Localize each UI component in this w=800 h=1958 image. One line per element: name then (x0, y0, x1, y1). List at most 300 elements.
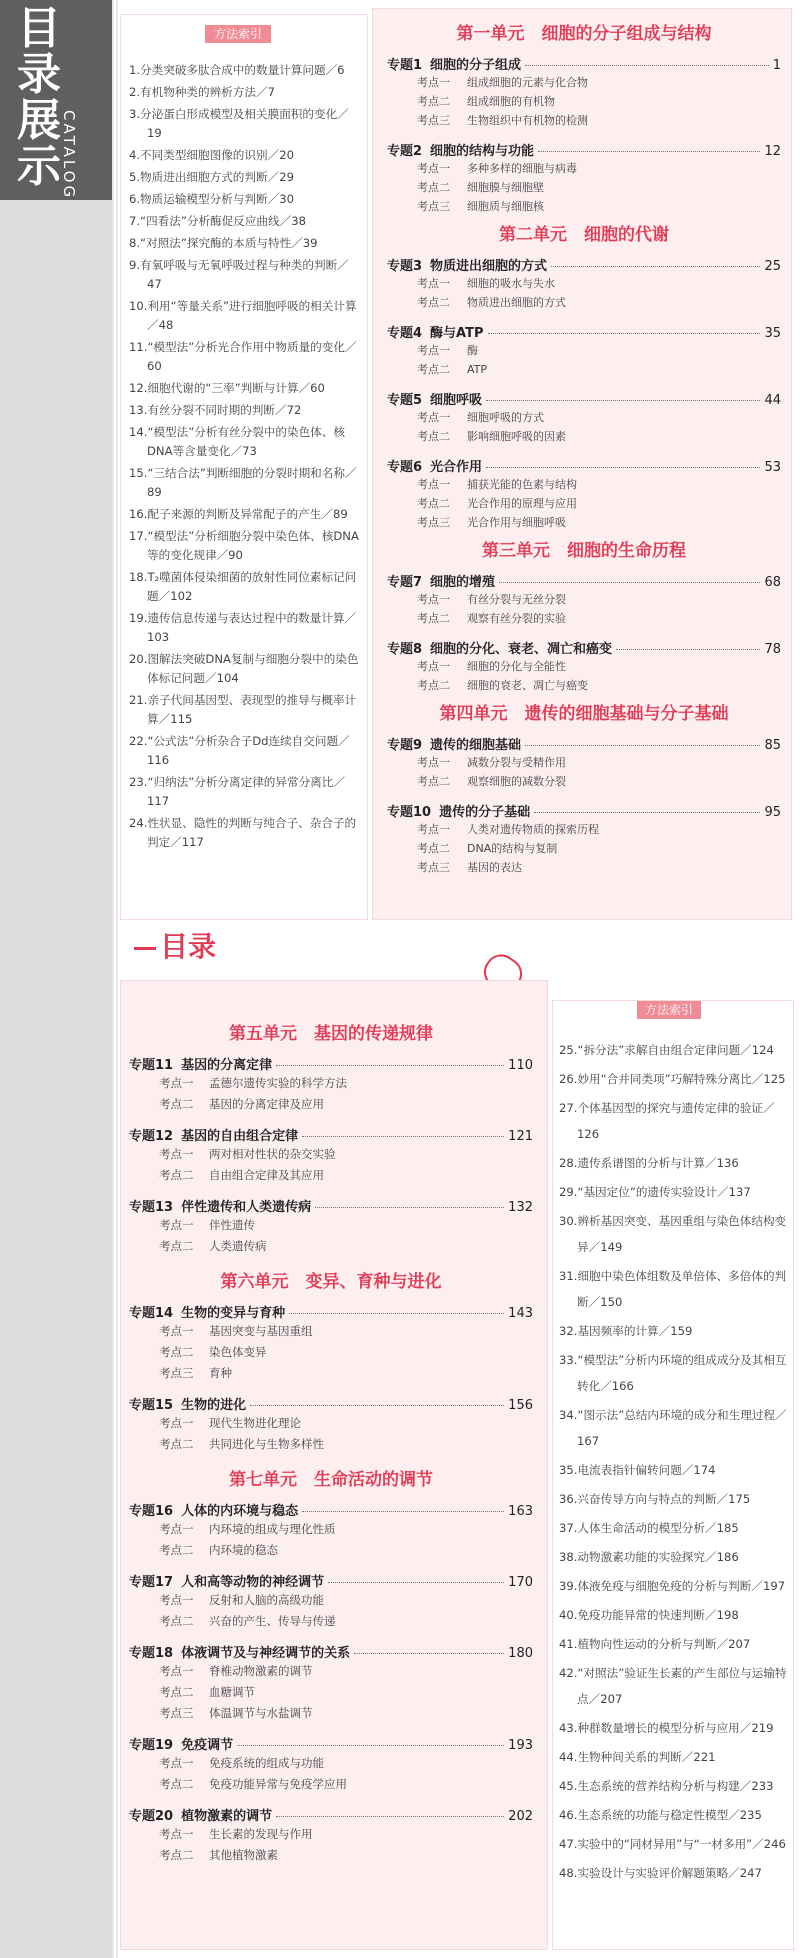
point-row (129, 1342, 533, 1363)
method-index-item: 19.遗传信息传递与表达过程中的数量计算／103 (129, 611, 357, 644)
method-index-item: 5.物质进出细胞方式的判断／29 (129, 170, 294, 184)
point-row (129, 1753, 533, 1774)
topic-number: 专题1 (387, 58, 423, 73)
point-row (387, 427, 781, 446)
method-index-item: 36.兴奋传导方向与特点的判断／175 (559, 1492, 751, 1506)
point-number: 考点二 (417, 363, 450, 376)
topic-row (387, 456, 781, 475)
catalog-banner-char: 展 (17, 95, 61, 146)
topic-page: 156 (508, 1398, 533, 1413)
point-text: 现代生物进化理论 (209, 1416, 301, 1430)
method-index-item: 1.分类突破多肽合成中的数量计算问题／6 (129, 63, 345, 77)
topic-title: 物质进出细胞的方式 (430, 259, 548, 274)
point-row (387, 772, 781, 791)
topic-number: 专题4 (387, 326, 423, 341)
topic-title: 细胞的增殖 (430, 575, 496, 590)
point-text: 自由组合定律及其应用 (209, 1168, 324, 1182)
point-row (129, 1590, 533, 1611)
method-index-item: 45.生态系统的营养结构分析与构建／233 (559, 1779, 774, 1793)
topic-row (129, 1054, 533, 1073)
point-row (129, 1540, 533, 1561)
point-number: 考点二 (417, 842, 450, 855)
topic-number: 专题19 (129, 1738, 174, 1753)
topic-title: 遗传的细胞基础 (430, 738, 522, 753)
point-text: 物质进出细胞的方式 (467, 296, 566, 309)
point-text: 生物组织中有机物的检测 (467, 114, 588, 127)
point-row (129, 1611, 533, 1632)
topic-number: 专题7 (387, 575, 423, 590)
topic-title: 生物的进化 (181, 1398, 247, 1413)
point-row (387, 753, 781, 772)
point-row (129, 1703, 533, 1724)
point-row (387, 657, 781, 676)
topic-leader-dots (354, 1653, 504, 1654)
catalog-banner-char: 录 (17, 49, 61, 100)
topic-title: 人体的内环境与稳态 (181, 1504, 299, 1519)
point-row (387, 197, 781, 216)
point-text: 观察细胞的减数分裂 (467, 775, 566, 788)
point-text: 多种多样的细胞与病毒 (467, 162, 577, 175)
unit-title: 第六单元 变异、育种与进化 (220, 1272, 442, 1292)
topic-leader-dots (302, 1511, 504, 1512)
point-number: 考点一 (417, 823, 450, 836)
point-number: 考点三 (417, 200, 450, 213)
point-text: 细胞呼吸的方式 (467, 411, 544, 424)
method-index-tag: 方法索引 (205, 25, 271, 43)
method-index-item: 25.“拆分法”求解自由组合定律问题／124 (559, 1043, 774, 1057)
point-row (129, 1519, 533, 1540)
topic-page: 25 (764, 259, 781, 274)
topic-row (129, 1642, 533, 1661)
method-index-item: 15.“三结合法”判断细胞的分裂时期和名称／89 (129, 466, 357, 499)
topic-row (129, 1302, 533, 1321)
topic-leader-dots (616, 649, 760, 650)
point-row (387, 858, 781, 877)
point-text: 共同进化与生物多样性 (209, 1437, 324, 1451)
point-text: 反射和人脑的高级功能 (209, 1593, 324, 1607)
topic-page: 170 (508, 1575, 533, 1590)
topic-row (387, 734, 781, 753)
method-index-item: 47.实验中的“同材异用”与“一材多用”／246 (559, 1837, 786, 1851)
point-text: 细胞的吸水与失水 (467, 277, 555, 290)
bottom-contents-list (129, 1009, 533, 1866)
topic-page: 68 (764, 575, 781, 590)
point-number: 考点二 (159, 1614, 194, 1628)
point-number: 考点三 (417, 114, 450, 127)
point-text: 兴奋的产生、传导与传递 (209, 1614, 336, 1628)
topic-leader-dots (525, 65, 769, 66)
point-text: 光合作用的原理与应用 (467, 497, 577, 510)
topic-page: 193 (508, 1738, 533, 1753)
method-index-item: 27.个体基因型的探究与遗传定律的验证／126 (559, 1101, 775, 1141)
topic-title: 免疫调节 (181, 1738, 234, 1753)
point-number: 考点二 (417, 679, 450, 692)
unit-title: 第一单元 细胞的分子组成与结构 (456, 24, 712, 44)
point-number: 考点一 (159, 1593, 194, 1607)
point-text: 有丝分裂与无丝分裂 (467, 593, 566, 606)
point-number: 考点二 (417, 497, 450, 510)
method-index-item: 2.有机物种类的辨析方法／7 (129, 85, 275, 99)
catalog-banner-char: 示 (17, 141, 61, 192)
point-text: 捕获光能的色素与结构 (467, 478, 577, 491)
unit-title: 第二单元 细胞的代谢 (499, 225, 669, 245)
point-text: 组成细胞的有机物 (467, 95, 555, 108)
point-row (129, 1845, 533, 1866)
point-row (129, 1434, 533, 1455)
point-number: 考点二 (417, 612, 450, 625)
method-index-item: 17.“模型法”分析细胞分裂中染色体、核DNA等的变化规律／90 (129, 529, 359, 562)
method-index-item: 28.遗传系谱图的分析与计算／136 (559, 1156, 739, 1170)
unit-title: 第七单元 生命活动的调节 (229, 1470, 433, 1490)
point-row (129, 1661, 533, 1682)
topic-leader-dots (302, 1136, 504, 1137)
topic-page: 35 (764, 326, 781, 341)
point-row (129, 1094, 533, 1115)
method-index-item: 40.免疫功能异常的快速判断／198 (559, 1608, 739, 1622)
topic-title: 光合作用 (430, 460, 483, 475)
point-text: 内环境的组成与理化性质 (209, 1522, 336, 1536)
topic-page: 1 (772, 58, 781, 73)
method-index-item: 44.生物种间关系的判断／221 (559, 1750, 716, 1764)
method-index-item: 30.辨析基因突变、基因重组与染色体结构变异／149 (559, 1214, 787, 1254)
point-text: 免疫系统的组成与功能 (209, 1756, 324, 1770)
topic-page: 95 (764, 805, 781, 820)
point-text: 体温调节与水盐调节 (209, 1706, 313, 1720)
topic-leader-dots (315, 1207, 504, 1208)
point-text: 细胞质与细胞核 (467, 200, 544, 213)
point-number: 考点二 (417, 296, 450, 309)
point-row (387, 820, 781, 839)
point-text: 人类遗传病 (209, 1239, 267, 1253)
point-text: 基因突变与基因重组 (209, 1324, 313, 1338)
point-number: 考点一 (159, 1416, 194, 1430)
point-row (387, 494, 781, 513)
method-index-item: 9.有氧呼吸与无氧呼吸过程与种类的判断／47 (129, 258, 349, 291)
method-index-list (559, 1037, 789, 1889)
topic-leader-dots (486, 467, 760, 468)
point-text: 孟德尔遗传实验的科学方法 (209, 1076, 347, 1090)
topic-page: 12 (764, 144, 781, 159)
point-number: 考点三 (159, 1366, 194, 1380)
method-index-item: 6.物质运输模型分析与判断／30 (129, 192, 294, 206)
point-text: 两对相对性状的杂交实验 (209, 1147, 336, 1161)
point-number: 考点二 (159, 1097, 194, 1111)
method-index-list (129, 61, 361, 855)
point-number: 考点一 (159, 1664, 194, 1678)
topic-number: 专题6 (387, 460, 423, 475)
point-row (129, 1363, 533, 1384)
method-index-item: 12.细胞代谢的“三率”判断与计算／60 (129, 381, 325, 395)
point-number: 考点二 (159, 1543, 194, 1557)
method-index-item: 23.“归纳法”分析分离定律的异常分离比／117 (129, 775, 345, 808)
point-row (387, 274, 781, 293)
method-index-item: 13.有丝分裂不同时期的判断／72 (129, 403, 302, 417)
method-index-item: 16.配子来源的判断及异常配子的产生／89 (129, 507, 348, 521)
method-index-item: 32.基因频率的计算／159 (559, 1324, 693, 1338)
point-number: 考点一 (417, 277, 450, 290)
topic-number: 专题8 (387, 642, 423, 657)
point-row (387, 475, 781, 494)
topic-row (129, 1394, 533, 1413)
point-row (129, 1215, 533, 1236)
point-text: 细胞膜与细胞壁 (467, 181, 544, 194)
topic-title: 细胞的分子组成 (430, 58, 522, 73)
point-text: 伴性遗传 (209, 1218, 255, 1232)
topic-number: 专题20 (129, 1809, 174, 1824)
point-text: 组成细胞的元素与化合物 (467, 76, 588, 89)
topic-row (129, 1500, 533, 1519)
topic-page: 53 (764, 460, 781, 475)
point-text: 酶 (467, 344, 478, 357)
topic-number: 专题2 (387, 144, 423, 159)
topic-leader-dots (488, 333, 761, 334)
topic-page: 44 (764, 393, 781, 408)
method-index-item: 22.“公式法”分析杂合子Dd连续自交问题／116 (129, 734, 350, 767)
method-index-item: 18.T₂噬菌体侵染细菌的放射性同位素标记问题／102 (129, 570, 357, 603)
point-number: 考点二 (159, 1777, 194, 1791)
topic-row (129, 1571, 533, 1590)
topic-row (387, 54, 781, 73)
point-row (387, 92, 781, 111)
point-number: 考点一 (417, 593, 450, 606)
bottom-method-index-panel (552, 1000, 794, 1950)
point-number: 考点一 (417, 478, 450, 491)
point-text: 染色体变异 (209, 1345, 267, 1359)
topic-row (129, 1805, 533, 1824)
point-number: 考点一 (159, 1827, 194, 1841)
topic-row (387, 255, 781, 274)
topic-row (129, 1196, 533, 1215)
point-row (387, 513, 781, 532)
method-index-item: 3.分泌蛋白形成模型及相关膜面积的变化／19 (129, 107, 349, 140)
point-text: 人类对遗传物质的探索历程 (467, 823, 599, 836)
method-index-item: 31.细胞中染色体组数及单倍体、多倍体的判断／150 (559, 1269, 787, 1309)
topic-number: 专题17 (129, 1575, 174, 1590)
point-number: 考点一 (417, 660, 450, 673)
topic-page: 180 (508, 1646, 533, 1661)
topic-title: 细胞的结构与功能 (430, 144, 535, 159)
method-index-item: 11.“模型法”分析光合作用中物质量的变化／60 (129, 340, 357, 373)
point-number: 考点三 (159, 1706, 194, 1720)
point-number: 考点二 (417, 95, 450, 108)
point-row (129, 1321, 533, 1342)
topic-page: 132 (508, 1200, 533, 1215)
point-row (129, 1144, 533, 1165)
point-number: 考点二 (417, 775, 450, 788)
topic-page: 85 (764, 738, 781, 753)
point-row (129, 1073, 533, 1094)
point-row (129, 1682, 533, 1703)
point-number: 考点三 (417, 516, 450, 529)
topic-page: 110 (508, 1058, 533, 1073)
point-number: 考点二 (159, 1685, 194, 1699)
point-number: 考点一 (417, 76, 450, 89)
method-index-item: 38.动物激素功能的实验探究／186 (559, 1550, 739, 1564)
method-index-item: 46.生态系统的功能与稳定性模型／235 (559, 1808, 762, 1822)
topic-number: 专题9 (387, 738, 423, 753)
point-row (129, 1774, 533, 1795)
top-contents-panel (372, 8, 792, 920)
topic-row (387, 389, 781, 408)
point-row (387, 293, 781, 312)
point-text: 其他植物激素 (209, 1848, 278, 1862)
point-text: 影响细胞呼吸的因素 (467, 430, 566, 443)
topic-title: 酶与ATP (430, 326, 484, 341)
method-index-item: 20.图解法突破DNA复制与细胞分裂中的染色体标记问题／104 (129, 652, 359, 685)
unit-title: 第三单元 细胞的生命历程 (482, 541, 686, 561)
topic-title: 体液调节及与神经调节的关系 (181, 1646, 351, 1661)
point-text: 减数分裂与受精作用 (467, 756, 566, 769)
point-number: 考点一 (159, 1324, 194, 1338)
method-index-item: 43.种群数量增长的模型分析与应用／219 (559, 1721, 774, 1735)
point-number: 考点二 (417, 181, 450, 194)
point-row (387, 178, 781, 197)
method-index-tag: 方法索引 (637, 1001, 701, 1019)
topic-number: 专题16 (129, 1504, 174, 1519)
top-method-index-panel (120, 14, 368, 920)
method-index-item: 39.体液免疫与细胞免疫的分析与判断／197 (559, 1579, 786, 1593)
topic-leader-dots (328, 1582, 504, 1583)
method-index-item: 29.“基因定位”的遗传实验设计／137 (559, 1185, 751, 1199)
topic-leader-dots (289, 1313, 504, 1314)
unit-title: 第五单元 基因的传递规律 (229, 1024, 433, 1044)
topic-page: 163 (508, 1504, 533, 1519)
topic-number: 专题3 (387, 259, 423, 274)
point-text: 血糖调节 (209, 1685, 255, 1699)
method-index-item: 10.利用“等量关系”进行细胞呼吸的相关计算／48 (129, 299, 357, 332)
point-number: 考点二 (159, 1345, 194, 1359)
topic-title: 人和高等动物的神经调节 (181, 1575, 325, 1590)
topic-number: 专题5 (387, 393, 423, 408)
point-row (387, 360, 781, 379)
method-index-item: 34.“图示法”总结内环境的成分和生理过程／167 (559, 1408, 787, 1448)
topic-leader-dots (538, 151, 760, 152)
topic-row (387, 571, 781, 590)
point-number: 考点一 (159, 1076, 194, 1090)
point-text: 脊椎动物激素的调节 (209, 1664, 313, 1678)
method-index-item: 41.植物向性运动的分析与判断／207 (559, 1637, 751, 1651)
contents-logo-text: 目录 (160, 930, 217, 963)
topic-leader-dots (525, 745, 760, 746)
topic-number: 专题12 (129, 1129, 174, 1144)
point-number: 考点一 (417, 756, 450, 769)
catalog-banner-subtitle: CATALOG (60, 110, 78, 201)
point-row (387, 839, 781, 858)
topic-number: 专题14 (129, 1306, 174, 1321)
point-row (387, 676, 781, 695)
point-number: 考点二 (159, 1168, 194, 1182)
topic-leader-dots (276, 1816, 504, 1817)
unit-title: 第四单元 遗传的细胞基础与分子基础 (439, 704, 729, 724)
point-number: 考点一 (159, 1147, 194, 1161)
method-index-item: 4.不同类型细胞图像的识别／20 (129, 148, 294, 162)
method-index-item: 21.亲子代间基因型、表现型的推导与概率计算／115 (129, 693, 357, 726)
point-text: DNA的结构与复制 (467, 842, 558, 855)
method-index-item: 8.“对照法”探究酶的本质与特性／39 (129, 236, 318, 250)
left-stripe-texture (112, 0, 120, 1958)
point-text: 生长素的发现与作用 (209, 1827, 313, 1841)
topic-row (387, 140, 781, 159)
point-text: 细胞的衰老、凋亡与癌变 (467, 679, 588, 692)
point-row (387, 408, 781, 427)
topic-page: 78 (764, 642, 781, 657)
topic-title: 伴性遗传和人类遗传病 (181, 1200, 312, 1215)
point-row (387, 111, 781, 130)
point-number: 考点一 (417, 344, 450, 357)
point-row (129, 1413, 533, 1434)
topic-title: 遗传的分子基础 (439, 805, 531, 820)
point-text: 育种 (209, 1366, 232, 1380)
point-row (387, 341, 781, 360)
topic-page: 143 (508, 1306, 533, 1321)
topic-title: 细胞的分化、衰老、凋亡和癌变 (430, 642, 613, 657)
point-number: 考点二 (159, 1239, 194, 1253)
point-text: 基因的表达 (467, 861, 522, 874)
topic-leader-dots (534, 812, 760, 813)
bottom-contents-panel (120, 980, 548, 1950)
topic-row (129, 1125, 533, 1144)
topic-number: 专题18 (129, 1646, 174, 1661)
point-text: 观察有丝分裂的实验 (467, 612, 566, 625)
point-number: 考点一 (417, 411, 450, 424)
point-row (129, 1236, 533, 1257)
topic-leader-dots (250, 1405, 504, 1406)
topic-row (387, 801, 781, 820)
point-row (387, 590, 781, 609)
point-number: 考点二 (159, 1437, 194, 1451)
topic-leader-dots (276, 1065, 504, 1066)
method-index-item: 14.“模型法”分析有丝分裂中的染色体、核DNA等含量变化／73 (129, 425, 345, 458)
point-row (129, 1165, 533, 1186)
point-row (129, 1824, 533, 1845)
point-number: 考点一 (159, 1522, 194, 1536)
topic-title: 生物的变异与育种 (181, 1306, 286, 1321)
topic-title: 细胞呼吸 (430, 393, 483, 408)
point-row (387, 609, 781, 628)
method-index-item: 35.电流表指针偏转问题／174 (559, 1463, 716, 1477)
topic-number: 专题15 (129, 1398, 174, 1413)
topic-page: 121 (508, 1129, 533, 1144)
topic-row (129, 1734, 533, 1753)
point-row (387, 73, 781, 92)
method-index-item: 33.“模型法”分析内环境的组成成分及其相互转化／166 (559, 1353, 787, 1393)
method-index-item: 26.妙用“合并同类项”巧解特殊分离比／125 (559, 1072, 786, 1086)
point-number: 考点一 (159, 1756, 194, 1770)
point-text: 光合作用与细胞呼吸 (467, 516, 566, 529)
point-text: 细胞的分化与全能性 (467, 660, 566, 673)
point-row (387, 159, 781, 178)
topic-row (387, 638, 781, 657)
point-number: 考点一 (159, 1218, 194, 1232)
point-number: 考点三 (417, 861, 450, 874)
logo-wave-left (134, 947, 156, 950)
method-index-item: 42.“对照法”验证生长素的产生部位与运输特点／207 (559, 1666, 787, 1706)
contents-logo (130, 925, 216, 965)
topic-row (387, 322, 781, 341)
method-index-item: 37.人体生命活动的模型分析／185 (559, 1521, 739, 1535)
topic-leader-dots (237, 1745, 504, 1746)
point-text: 免疫功能异常与免疫学应用 (209, 1777, 347, 1791)
top-contents-list (387, 15, 781, 877)
topic-title: 植物激素的调节 (181, 1809, 273, 1824)
point-number: 考点二 (417, 430, 450, 443)
topic-leader-dots (499, 582, 760, 583)
catalog-banner-char: 目 (17, 3, 61, 54)
topic-page: 202 (508, 1809, 533, 1824)
point-number: 考点一 (417, 162, 450, 175)
method-index-item: 48.实验设计与实验评价解题策略／247 (559, 1866, 762, 1880)
catalog-banner (0, 0, 112, 200)
